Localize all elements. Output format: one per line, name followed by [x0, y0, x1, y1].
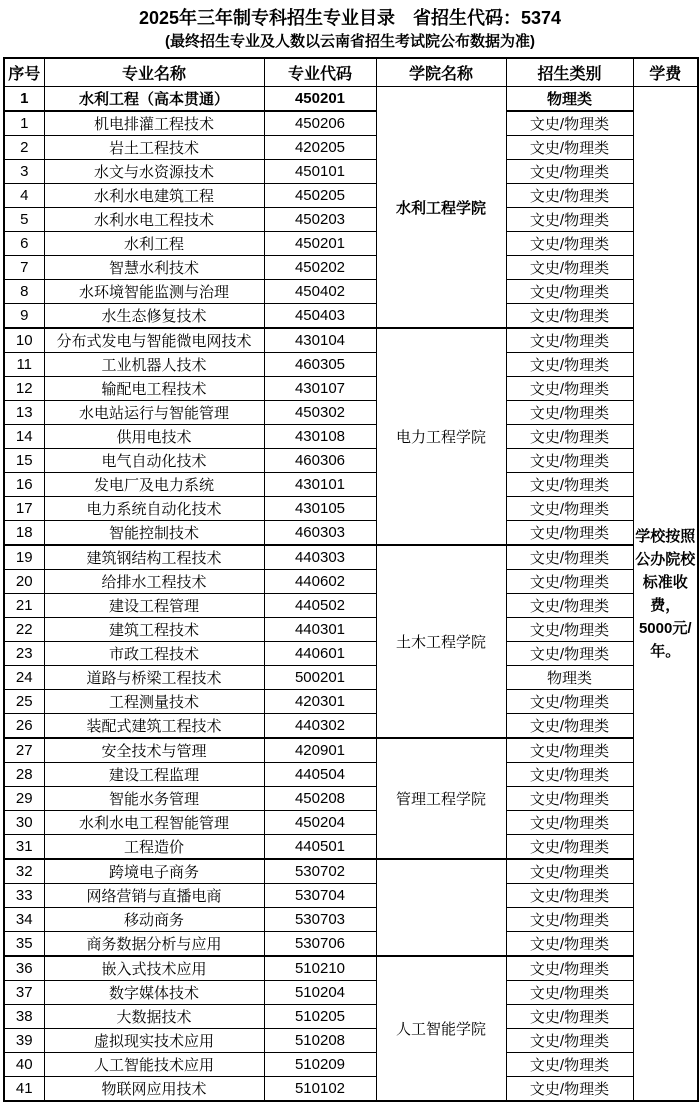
major-code-cell: 530702 — [264, 859, 376, 884]
major-code-cell: 440602 — [264, 570, 376, 594]
major-name-cell: 工程测量技术 — [44, 690, 264, 714]
major-name-cell: 水文与水资源技术 — [44, 160, 264, 184]
admission-category-cell: 文史/物理类 — [506, 401, 633, 425]
admission-category-cell: 文史/物理类 — [506, 690, 633, 714]
major-name-cell: 电气自动化技术 — [44, 449, 264, 473]
table-row — [4, 1053, 698, 1077]
table-row — [4, 570, 698, 594]
major-name-cell: 智慧水利技术 — [44, 256, 264, 280]
major-code-cell: 450402 — [264, 280, 376, 304]
major-code-cell: 510205 — [264, 1005, 376, 1029]
major-code-cell: 460306 — [264, 449, 376, 473]
major-code-cell: 510208 — [264, 1029, 376, 1053]
admission-category-cell: 文史/物理类 — [506, 256, 633, 280]
major-code-cell: 430105 — [264, 497, 376, 521]
table-row — [4, 763, 698, 787]
admission-category-cell: 文史/物理类 — [506, 1053, 633, 1077]
major-name-cell: 大数据技术 — [44, 1005, 264, 1029]
table-row — [4, 956, 698, 981]
major-code-cell: 510102 — [264, 1077, 376, 1102]
admission-category-cell: 物理类 — [506, 87, 633, 112]
row-number-cell: 3 — [4, 160, 44, 184]
row-number-cell: 10 — [4, 328, 44, 353]
table-row — [4, 473, 698, 497]
major-code-cell: 460305 — [264, 353, 376, 377]
admission-category-cell: 文史/物理类 — [506, 353, 633, 377]
admission-category-cell: 文史/物理类 — [506, 304, 633, 329]
table-row — [4, 449, 698, 473]
table-row — [4, 908, 698, 932]
admission-category-cell: 文史/物理类 — [506, 884, 633, 908]
admission-category-cell: 文史/物理类 — [506, 1029, 633, 1053]
table-row — [4, 208, 698, 232]
major-name-cell: 虚拟现实技术应用 — [44, 1029, 264, 1053]
table-row — [4, 401, 698, 425]
admission-category-cell: 文史/物理类 — [506, 1005, 633, 1029]
major-code-cell: 510210 — [264, 956, 376, 981]
admission-category-cell: 文史/物理类 — [506, 570, 633, 594]
major-name-cell: 水环境智能监测与治理 — [44, 280, 264, 304]
major-code-cell: 420901 — [264, 738, 376, 763]
row-number-cell: 21 — [4, 594, 44, 618]
college-name-cell: 水利工程学院 — [376, 87, 506, 329]
table-row — [4, 859, 698, 884]
admission-category-cell: 文史/物理类 — [506, 835, 633, 860]
row-number-cell: 11 — [4, 353, 44, 377]
admission-category-cell: 文史/物理类 — [506, 521, 633, 546]
admission-category-cell: 文史/物理类 — [506, 594, 633, 618]
page-title: 2025年三年制专科招生专业目录 省招生代码：5374 — [138, 8, 562, 28]
column-header-2: 专业代码 — [264, 58, 376, 87]
table-row — [4, 87, 698, 112]
tuition-note-line: 学校按照 — [635, 527, 696, 545]
row-number-cell: 38 — [4, 1005, 44, 1029]
table-row — [4, 738, 698, 763]
major-code-cell: 450204 — [264, 811, 376, 835]
row-number-cell: 22 — [4, 618, 44, 642]
admission-category-cell: 文史/物理类 — [506, 184, 633, 208]
row-number-cell: 37 — [4, 981, 44, 1005]
major-name-cell: 建设工程监理 — [44, 763, 264, 787]
major-name-cell: 道路与桥梁工程技术 — [44, 666, 264, 690]
admission-category-cell: 文史/物理类 — [506, 232, 633, 256]
admission-category-cell: 文史/物理类 — [506, 136, 633, 160]
row-number-cell: 40 — [4, 1053, 44, 1077]
major-code-cell: 440302 — [264, 714, 376, 739]
major-code-cell: 450205 — [264, 184, 376, 208]
major-name-cell: 装配式建筑工程技术 — [44, 714, 264, 739]
row-number-cell: 12 — [4, 377, 44, 401]
row-number-cell: 20 — [4, 570, 44, 594]
table-row — [4, 835, 698, 860]
major-code-cell: 450201 — [264, 87, 376, 112]
table-row — [4, 160, 698, 184]
tuition-note-line: 年。 — [650, 642, 681, 660]
row-number-cell: 19 — [4, 545, 44, 570]
row-number-cell: 34 — [4, 908, 44, 932]
major-name-cell: 人工智能技术应用 — [44, 1053, 264, 1077]
admission-category-cell: 文史/物理类 — [506, 932, 633, 957]
row-number-cell: 17 — [4, 497, 44, 521]
major-name-cell: 电力系统自动化技术 — [44, 497, 264, 521]
major-name-cell: 水利水电工程技术 — [44, 208, 264, 232]
row-number-cell: 13 — [4, 401, 44, 425]
major-name-cell: 水利工程（高本贯通） — [44, 87, 264, 112]
row-number-cell: 5 — [4, 208, 44, 232]
row-number-cell: 25 — [4, 690, 44, 714]
major-name-cell: 水电站运行与智能管理 — [44, 401, 264, 425]
admission-category-cell: 文史/物理类 — [506, 956, 633, 981]
major-name-cell: 跨境电子商务 — [44, 859, 264, 884]
row-number-cell: 28 — [4, 763, 44, 787]
admission-category-cell: 文史/物理类 — [506, 377, 633, 401]
row-number-cell: 39 — [4, 1029, 44, 1053]
row-number-cell: 7 — [4, 256, 44, 280]
table-header-row — [4, 58, 698, 87]
row-number-cell: 29 — [4, 787, 44, 811]
table-row — [4, 111, 698, 136]
major-code-cell: 530706 — [264, 932, 376, 957]
table-row — [4, 787, 698, 811]
major-code-cell: 430107 — [264, 377, 376, 401]
tuition-note-line: 标准收 — [642, 573, 688, 591]
major-code-cell: 450201 — [264, 232, 376, 256]
admission-category-cell: 文史/物理类 — [506, 811, 633, 835]
major-name-cell: 输配电工程技术 — [44, 377, 264, 401]
major-name-cell: 数字媒体技术 — [44, 981, 264, 1005]
tuition-note-line: 5000元/ — [638, 619, 692, 637]
admission-category-cell: 文史/物理类 — [506, 859, 633, 884]
admission-category-cell: 文史/物理类 — [506, 208, 633, 232]
row-number-cell: 2 — [4, 136, 44, 160]
major-code-cell: 440601 — [264, 642, 376, 666]
table-row — [4, 1029, 698, 1053]
major-name-cell: 工程造价 — [44, 835, 264, 860]
admission-category-cell: 文史/物理类 — [506, 738, 633, 763]
row-number-cell: 1 — [4, 87, 44, 112]
major-name-cell: 物联网应用技术 — [44, 1077, 264, 1102]
major-code-cell: 420301 — [264, 690, 376, 714]
college-name-cell: 电力工程学院 — [376, 328, 506, 545]
table-row — [4, 981, 698, 1005]
table-row — [4, 1077, 698, 1102]
admission-category-cell: 文史/物理类 — [506, 111, 633, 136]
college-name-cell — [376, 859, 506, 956]
major-name-cell: 供用电技术 — [44, 425, 264, 449]
major-name-cell: 水利水电工程智能管理 — [44, 811, 264, 835]
row-number-cell: 32 — [4, 859, 44, 884]
major-code-cell: 430101 — [264, 473, 376, 497]
major-code-cell: 440303 — [264, 545, 376, 570]
row-number-cell: 30 — [4, 811, 44, 835]
major-code-cell: 530703 — [264, 908, 376, 932]
row-number-cell: 9 — [4, 304, 44, 329]
major-name-cell: 智能控制技术 — [44, 521, 264, 546]
row-number-cell: 26 — [4, 714, 44, 739]
major-name-cell: 给排水工程技术 — [44, 570, 264, 594]
table-row — [4, 642, 698, 666]
major-code-cell: 450302 — [264, 401, 376, 425]
major-name-cell: 水利水电建筑工程 — [44, 184, 264, 208]
column-header-3: 学院名称 — [376, 58, 506, 87]
row-number-cell: 24 — [4, 666, 44, 690]
major-name-cell: 机电排灌工程技术 — [44, 111, 264, 136]
row-number-cell: 14 — [4, 425, 44, 449]
admission-category-cell: 文史/物理类 — [506, 1077, 633, 1102]
table-row — [4, 232, 698, 256]
row-number-cell: 23 — [4, 642, 44, 666]
table-row — [4, 497, 698, 521]
major-code-cell: 450206 — [264, 111, 376, 136]
table-row — [4, 594, 698, 618]
admission-category-cell: 文史/物理类 — [506, 763, 633, 787]
admission-category-cell: 文史/物理类 — [506, 545, 633, 570]
major-code-cell: 530704 — [264, 884, 376, 908]
table-row — [4, 618, 698, 642]
admission-category-cell: 文史/物理类 — [506, 328, 633, 353]
tuition-note-cell — [633, 87, 698, 1102]
major-name-cell: 水利工程 — [44, 232, 264, 256]
college-name-cell: 管理工程学院 — [376, 738, 506, 859]
column-header-0: 序号 — [4, 58, 44, 87]
admission-category-cell: 文史/物理类 — [506, 473, 633, 497]
major-name-cell: 建筑钢结构工程技术 — [44, 545, 264, 570]
row-number-cell: 33 — [4, 884, 44, 908]
major-code-cell: 440504 — [264, 763, 376, 787]
admission-category-cell: 文史/物理类 — [506, 449, 633, 473]
row-number-cell: 31 — [4, 835, 44, 860]
major-code-cell: 420205 — [264, 136, 376, 160]
major-code-cell: 500201 — [264, 666, 376, 690]
college-name-cell: 人工智能学院 — [376, 956, 506, 1101]
admission-category-cell: 文史/物理类 — [506, 981, 633, 1005]
major-code-cell: 450202 — [264, 256, 376, 280]
table-row — [4, 714, 698, 739]
row-number-cell: 8 — [4, 280, 44, 304]
row-number-cell: 16 — [4, 473, 44, 497]
admission-category-cell: 文史/物理类 — [506, 497, 633, 521]
table-row — [4, 304, 698, 329]
major-name-cell: 分布式发电与智能微电网技术 — [44, 328, 264, 353]
table-row — [4, 328, 698, 353]
major-code-cell: 450403 — [264, 304, 376, 329]
major-name-cell: 智能水务管理 — [44, 787, 264, 811]
major-name-cell: 发电厂及电力系统 — [44, 473, 264, 497]
table-row — [4, 690, 698, 714]
admission-category-cell: 文史/物理类 — [506, 160, 633, 184]
admissions-table — [3, 57, 699, 1102]
row-number-cell: 6 — [4, 232, 44, 256]
admission-category-cell: 文史/物理类 — [506, 908, 633, 932]
row-number-cell: 27 — [4, 738, 44, 763]
major-name-cell: 水生态修复技术 — [44, 304, 264, 329]
table-row — [4, 425, 698, 449]
column-header-5: 学费 — [633, 58, 698, 87]
major-name-cell: 岩土工程技术 — [44, 136, 264, 160]
row-number-cell: 41 — [4, 1077, 44, 1102]
major-name-cell: 安全技术与管理 — [44, 738, 264, 763]
major-code-cell: 430108 — [264, 425, 376, 449]
admission-category-cell: 文史/物理类 — [506, 280, 633, 304]
table-row — [4, 932, 698, 957]
admission-category-cell: 物理类 — [506, 666, 633, 690]
major-name-cell: 嵌入式技术应用 — [44, 956, 264, 981]
table-row — [4, 521, 698, 546]
row-number-cell: 15 — [4, 449, 44, 473]
admission-category-cell: 文史/物理类 — [506, 425, 633, 449]
major-name-cell: 工业机器人技术 — [44, 353, 264, 377]
admission-category-cell: 文史/物理类 — [506, 787, 633, 811]
major-code-cell: 440502 — [264, 594, 376, 618]
table-row — [4, 1005, 698, 1029]
row-number-cell: 1 — [4, 111, 44, 136]
major-code-cell: 430104 — [264, 328, 376, 353]
admission-category-cell: 文史/物理类 — [506, 618, 633, 642]
major-name-cell: 市政工程技术 — [44, 642, 264, 666]
table-row — [4, 377, 698, 401]
table-row — [4, 666, 698, 690]
table-row — [4, 136, 698, 160]
major-code-cell: 510209 — [264, 1053, 376, 1077]
major-code-cell: 440501 — [264, 835, 376, 860]
table-row — [4, 256, 698, 280]
major-code-cell: 450208 — [264, 787, 376, 811]
admission-category-cell: 文史/物理类 — [506, 642, 633, 666]
column-header-1: 专业名称 — [44, 58, 264, 87]
table-row — [4, 280, 698, 304]
table-row — [4, 811, 698, 835]
major-code-cell: 510204 — [264, 981, 376, 1005]
major-name-cell: 移动商务 — [44, 908, 264, 932]
college-name-cell: 土木工程学院 — [376, 545, 506, 738]
admission-category-cell: 文史/物理类 — [506, 714, 633, 739]
row-number-cell: 18 — [4, 521, 44, 546]
table-row — [4, 884, 698, 908]
row-number-cell: 35 — [4, 932, 44, 957]
tuition-note-line: 费， — [650, 596, 681, 614]
major-code-cell: 460303 — [264, 521, 376, 546]
major-name-cell: 网络营销与直播电商 — [44, 884, 264, 908]
major-name-cell: 建设工程管理 — [44, 594, 264, 618]
tuition-note-line: 公办院校 — [635, 550, 696, 568]
row-number-cell: 4 — [4, 184, 44, 208]
table-row — [4, 353, 698, 377]
table-row — [4, 545, 698, 570]
table-row — [4, 184, 698, 208]
table-body — [4, 87, 698, 1102]
major-code-cell: 440301 — [264, 618, 376, 642]
major-name-cell: 商务数据分析与应用 — [44, 932, 264, 957]
page-subtitle: (最终招生专业及人数以云南省招生考试院公布数据为准) — [165, 33, 535, 50]
major-code-cell: 450203 — [264, 208, 376, 232]
row-number-cell: 36 — [4, 956, 44, 981]
major-name-cell: 建筑工程技术 — [44, 618, 264, 642]
major-code-cell: 450101 — [264, 160, 376, 184]
column-header-4: 招生类别 — [506, 58, 633, 87]
